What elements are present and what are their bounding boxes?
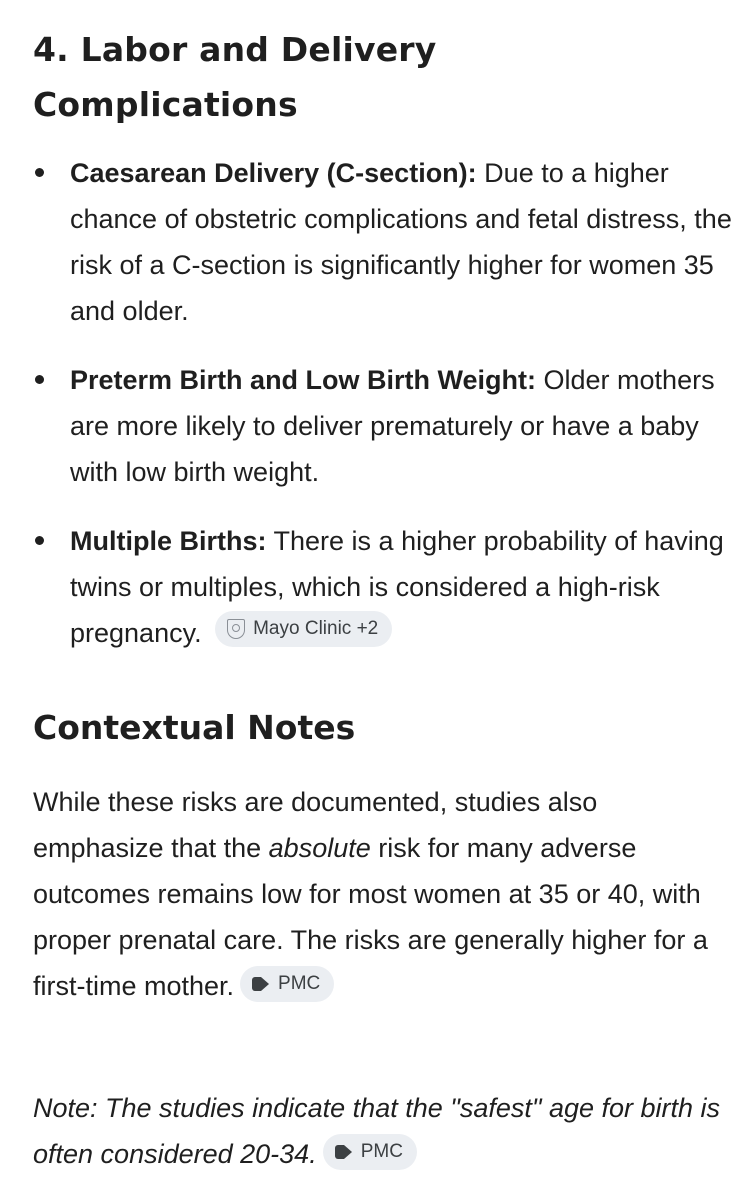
- item-text: There is a higher probability of having twins or multiples, which is considered a high-risk pregnancy.: [70, 526, 724, 648]
- paragraph: [33, 779, 723, 1009]
- emphasis-text: absolute: [268, 833, 371, 863]
- list-item: [33, 357, 733, 495]
- source-chip-label: PMC: [278, 973, 321, 994]
- item-text: Older mothers are more likely to deliver prematurely or have a baby with low birth weight.: [70, 365, 715, 487]
- item-text: Due to a higher chance of obstetric complications and fetal distress, the risk of a C-section is significantly higher for women 35 and older.: [70, 158, 732, 326]
- item-title: Caesarean Delivery (C-section):: [70, 158, 477, 188]
- list-item: [33, 150, 733, 334]
- bullet-list: [33, 150, 733, 334]
- item-title: Multiple Births:: [70, 526, 267, 556]
- source-chip-mayo-clinic[interactable]: [215, 611, 392, 647]
- mayo-clinic-logo-icon: [227, 619, 245, 639]
- item-title: Preterm Birth and Low Birth Weight:: [70, 365, 537, 395]
- source-chip-label: PMC: [360, 1141, 403, 1162]
- pmc-logo-icon: [252, 976, 270, 992]
- bullet-icon: [35, 168, 44, 177]
- bullet-icon: [35, 536, 44, 545]
- note-paragraph: [33, 1085, 723, 1177]
- section-heading: Contextual Notes: [33, 708, 356, 747]
- pmc-logo-icon: [335, 1144, 353, 1160]
- paragraph-text: risk for many adverse outcomes remains low for most women at 35 or 40, with proper prenatal care. The risks are generally higher for a first-time mother.: [33, 833, 708, 1001]
- note-text: Note: The studies indicate that the "safest" age for birth is often considered 20-34.: [33, 1093, 721, 1169]
- bullet-list: [33, 518, 733, 656]
- section-heading: 4. Labor and Delivery Complications: [33, 30, 437, 124]
- source-chip-label: Mayo Clinic +2: [253, 618, 379, 639]
- paragraph-text: While these risks are documented, studies also emphasize that the: [33, 787, 598, 863]
- bullet-list: [33, 357, 733, 495]
- list-item: [33, 518, 733, 656]
- bullet-icon: [35, 375, 44, 384]
- source-chip-pmc[interactable]: [323, 1134, 417, 1170]
- source-chip-pmc[interactable]: [240, 966, 334, 1002]
